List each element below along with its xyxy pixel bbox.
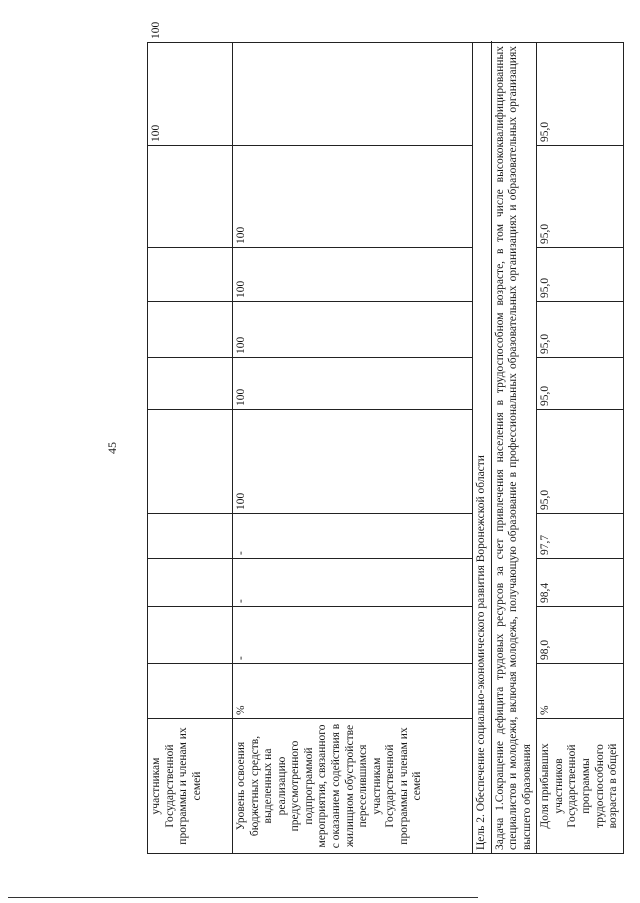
table-cell: 100 [148, 43, 233, 146]
table-cell [148, 410, 233, 514]
table-cell: 98,0 [537, 607, 623, 664]
table-row-top: участникам Государственной программы и членам их семей 100 100 [148, 43, 233, 854]
table-cell: 97,7 [537, 514, 623, 559]
table-cell: 95,0 [537, 146, 623, 248]
task-row: Задача 1.Сокращение дефицита трудовых ресурсов за счет привлечения населения в трудоспособном возрасте, в том числе высококвалифицированных специалистов и молодежи, включая молодежь, получающую образование в профессиональных образовательных организациях и образовательных организациях высшего образования [491, 43, 537, 854]
table-cell: 95,0 [537, 43, 623, 146]
goal-row: Цель 2. Обеспечение социально-экономического развития Воронежской области [473, 43, 492, 854]
rotated-content [95, 21, 620, 854]
table-cell: - [233, 559, 473, 607]
table-row-goal [473, 43, 492, 854]
table-cell: 98,4 [537, 559, 623, 607]
table-cell [148, 302, 233, 358]
table-cell [233, 43, 473, 146]
table-cell: 100 [233, 302, 473, 358]
table-cell [148, 607, 233, 664]
table-cell: - [233, 514, 473, 559]
table-cell [148, 146, 233, 248]
table-row-share [537, 43, 623, 854]
table-cell: 100 [233, 248, 473, 302]
table-cell: 95,0 [537, 248, 623, 302]
table-cell: 100 [233, 358, 473, 410]
table-cell: 100 [233, 146, 473, 248]
table-cell: % [537, 664, 623, 719]
table-cell [148, 664, 233, 719]
table-cell [148, 248, 233, 302]
page-number: 45 [105, 442, 119, 454]
indicator-table [147, 21, 624, 854]
indicator-name-cell: Доля прибывших участников Государственной программы трудоспособного возраста в общей [537, 719, 623, 854]
table-cell: 95,0 [537, 410, 623, 514]
table-row-task [491, 43, 537, 854]
table-cell [148, 514, 233, 559]
indicator-name-cell: Уровень освоения бюджетных средств, выделенных на реализацию предусмотренного подпрограммой мероприятия, связанного с оказанием содействия в жилищном обустройстве переселившимся участникам Государственной программы и членам их семей [233, 719, 473, 854]
table-cell [148, 559, 233, 607]
table-cell [148, 358, 233, 410]
table-cell: 95,0 [537, 302, 623, 358]
table-cell: 95,0 [537, 358, 623, 410]
table-cell: % [233, 664, 473, 719]
indicator-name-cell: участникам Государственной программы и членам их семей [148, 719, 233, 854]
table-cell: - [233, 607, 473, 664]
table-cell: 100 [233, 410, 473, 514]
table-row-level [233, 43, 473, 854]
bottom-rule [8, 897, 478, 898]
